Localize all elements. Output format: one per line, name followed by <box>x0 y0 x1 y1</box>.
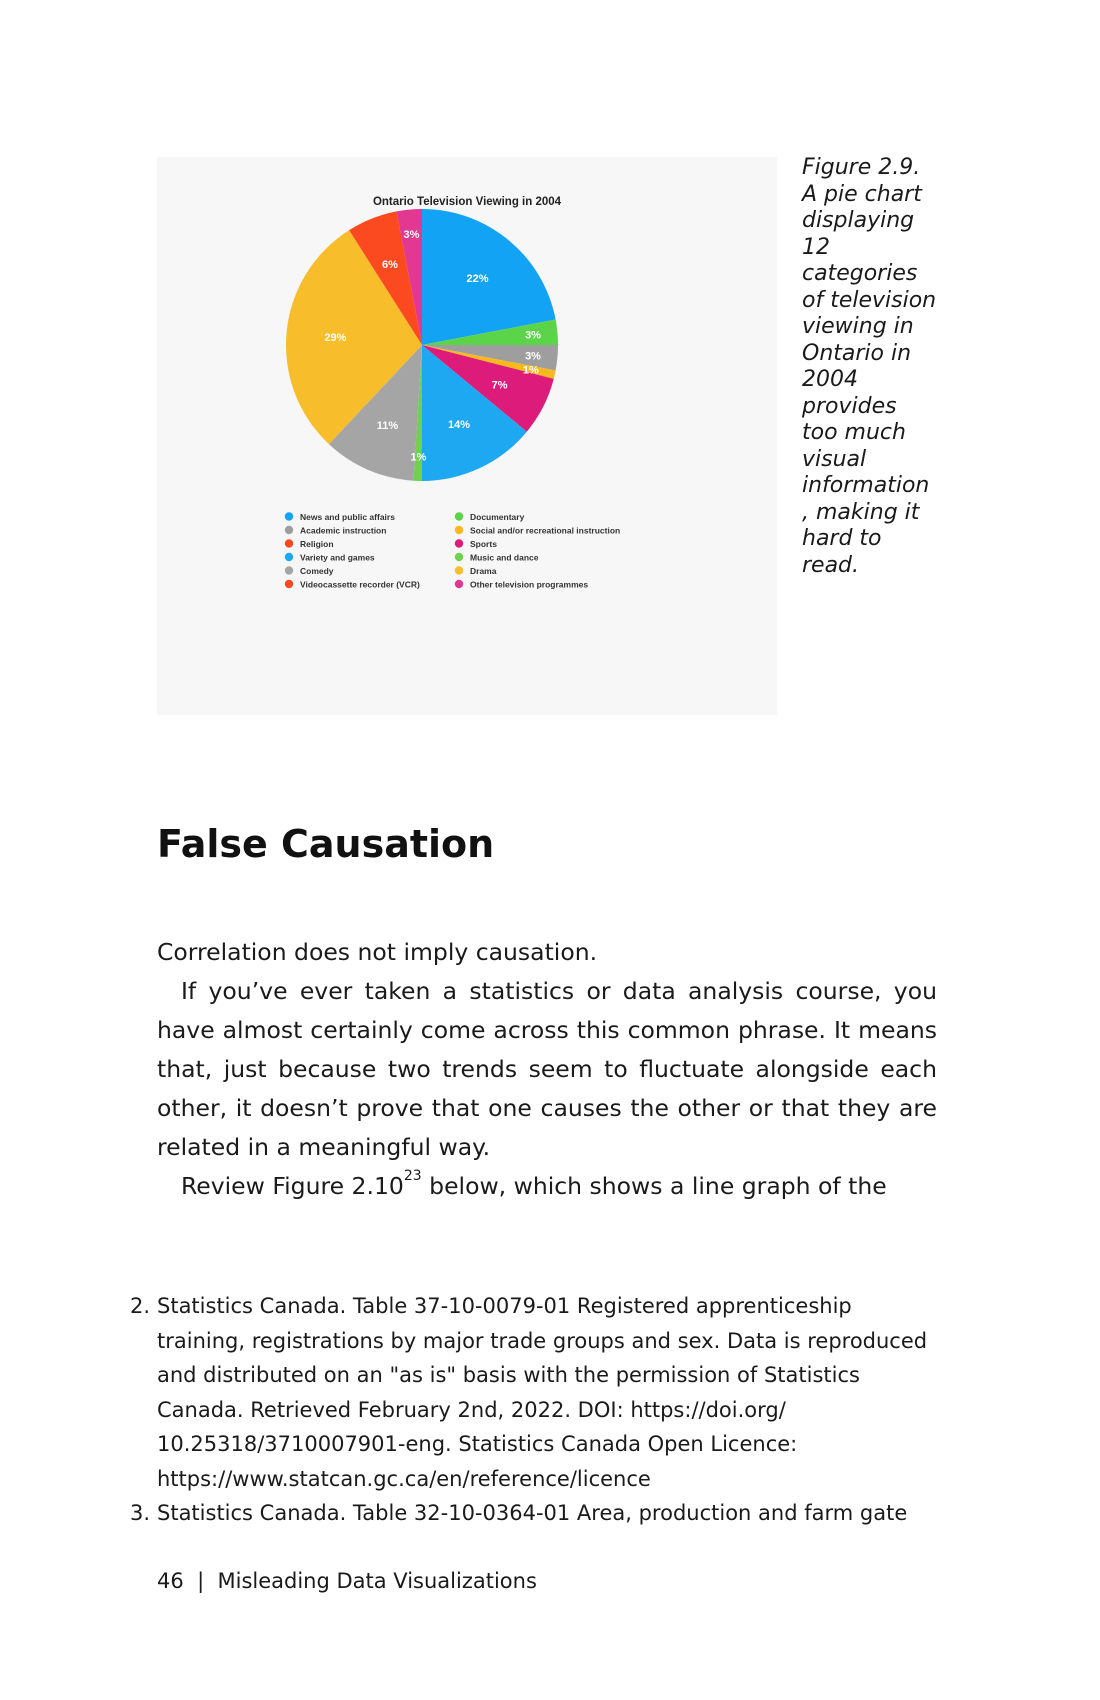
legend-label-0-0: News and public affairs <box>300 512 395 522</box>
body-text <box>157 933 937 1206</box>
paragraph-2: If you’ve ever taken a statistics or data analysis course, you have almost certainly come across this common phrase. It means that, just because two trends seem to fluctuate alongside each other, it doesn’t prove that one causes the other or that they are related in a meaningful way. <box>157 977 937 1161</box>
footnotes-list <box>130 1289 930 1531</box>
legend-label-1-2: Sports <box>470 539 497 549</box>
footnote-number: 3. <box>130 1501 151 1525</box>
figure-caption: Figure 2.9. A pie chart displaying 12 categories of television viewing in Ontario in 2004 provides too much visual information , making it hard to read. <box>802 155 937 578</box>
pie-slice-label-7: 11% <box>376 419 399 432</box>
paragraph-1: Correlation does not imply causation. <box>157 938 598 966</box>
section-heading: False Causation <box>157 822 495 866</box>
pie-slices <box>286 209 558 481</box>
pie-slice-label-8: 29% <box>324 331 347 344</box>
paragraph-3-text: Review Figure 2.10 <box>181 1172 404 1200</box>
pie-slice-label-6: 1% <box>410 451 427 464</box>
legend-label-1-4: Drama <box>470 566 497 576</box>
legend-label-0-1: Academic instruction <box>300 525 387 536</box>
legend-marker-1-5 <box>455 580 463 588</box>
legend-label-1-3: Music and dance <box>470 552 539 563</box>
footnote-number: 2. <box>130 1294 151 1318</box>
legend-marker-1-3 <box>455 553 463 561</box>
pie-slice-label-0: 22% <box>466 272 489 285</box>
pie-chart <box>157 157 777 715</box>
pie-slice-label-3: 1% <box>522 364 539 377</box>
pie-slice-label-5: 14% <box>448 418 471 431</box>
legend-label-0-2: Religion <box>300 539 334 549</box>
legend-marker-1-2 <box>455 539 463 547</box>
legend-marker-1-0 <box>455 512 463 520</box>
legend-marker-0-1 <box>285 526 293 534</box>
legend-label-0-3: Variety and games <box>300 552 375 563</box>
legend-label-1-1: Social and/or recreational instruction <box>470 525 621 536</box>
paragraph-3-text-cont: below, which shows a line graph of the <box>421 1172 887 1200</box>
legend-label-1-5: Other television programmes <box>470 579 589 590</box>
footnote-text: Statistics Canada. Table 32-10-0364-01 Area, production and farm gate <box>157 1501 908 1525</box>
legend-label-1-0: Documentary <box>470 512 525 522</box>
legend-marker-0-5 <box>285 580 293 588</box>
legend-label-0-5: Videocassette recorder (VCR) <box>300 579 420 590</box>
legend-marker-0-0 <box>285 512 293 520</box>
footnote-ref-23[interactable]: 23 <box>403 1168 422 1184</box>
footnote-item <box>130 1496 930 1531</box>
legend-marker-0-4 <box>285 566 293 574</box>
pie-chart-figure <box>157 157 777 715</box>
legend-marker-0-2 <box>285 539 293 547</box>
chart-title: Ontario Television Viewing in 2004 <box>372 196 562 208</box>
footnote-item <box>130 1289 930 1496</box>
footnote-text: Statistics Canada. Table 37-10-0079-01 Registered apprenticeship training, registrations by major trade groups and sex. Data is reproduced and distributed on an "as is" basis with the permission of Statistics Canada. Retrieved February 2nd, 2022. DOI: https://doi.org/ 10.25318/3710007901-eng. Statistics Canada Open Licence: https://www.statcan.gc.ca/en/reference/licence <box>157 1294 928 1491</box>
pie-slice-label-9: 6% <box>382 259 398 272</box>
chart-legend <box>285 512 620 590</box>
legend-label-0-4: Comedy <box>300 566 334 576</box>
pie-slice-label-1: 3% <box>525 329 541 342</box>
legend-marker-0-3 <box>285 553 293 561</box>
paragraph-3 <box>157 1167 937 1206</box>
page-footer: 46 | Misleading Data Visualizations <box>157 1569 537 1593</box>
pie-slice-label-10: 3% <box>403 228 420 241</box>
legend-marker-1-1 <box>455 526 463 534</box>
pie-slice-label-2: 3% <box>525 350 541 363</box>
pie-slice-label-4: 7% <box>491 379 508 392</box>
legend-marker-1-4 <box>455 566 463 574</box>
